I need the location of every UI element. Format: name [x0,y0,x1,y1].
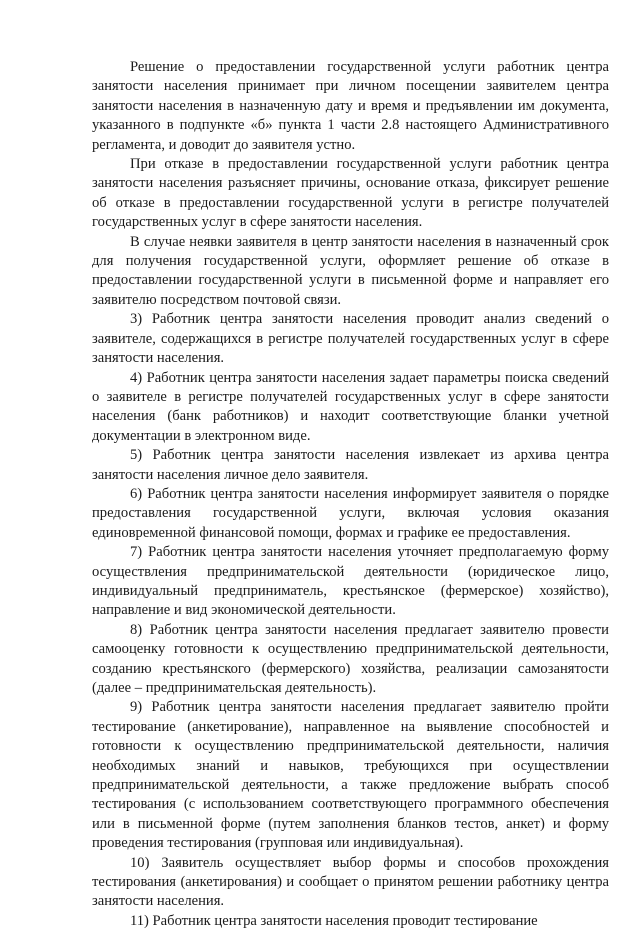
paragraph-item-8: 8) Работник центра занятости населения предлагает заявителю провести самооценку готовности к осуществлению предпринимательской деятельности, созданию крестьянского (фермерского) хозяйства, реализации самозанятости (далее – предпринимательская деятельность). [92,621,609,696]
paragraph-item-9: 9) Работник центра занятости населения предлагает заявителю пройти тестирование (анкетирование), направленное на выявление способностей и готовности к осуществлению предпринимательской деятельности, наличия необходимых знаний и навыков, требующихся при осуществлении предпринимательской деятельности, а также предложение выбрать способ тестирования (с использованием соответствующего программного обеспечения или в письменной форме (путем заполнения бланков тестов, анкет) и форму проведения тестирования (групповая или индивидуальная). [92,699,609,852]
paragraph-item-3: 3) Работник центра занятости населения проводит анализ сведений о заявителе, содержащихся в регистре получателей государственных услуг в сфере занятости населения. [92,311,609,367]
paragraph-item-7: 7) Работник центра занятости населения уточняет предполагаемую форму осуществления предпринимательской деятельности (юридическое лицо, индивидуальный предприниматель, крестьянское (фермерское) хозяйство), направление и вид экономической деятельности. [92,544,609,619]
paragraph-item-4: 4) Работник центра занятости населения задает параметры поиска сведений о заявителе в регистре получателей государственных услуг в сфере занятости населения (банк работников) и находит соответствующие бланки учетной документации в электронном виде. [92,369,609,444]
document-page [92,58,609,931]
paragraph-refusal-reasons: При отказе в предоставлении государственной услуги работник центра занятости населения разъясняет причины, основание отказа, фиксирует решение об отказе в предоставлении государственной услуги в регистре получателей государственных услуг в сфере занятости населения. [92,156,609,231]
paragraph-decision-notice: Решение о предоставлении государственной услуги работник центра занятости населения принимает при личном посещении заявителем центра занятости населения в назначенную дату и время и предъявлении им документа, указанного в подпункте «б» пункта 1 части 2.8 настоящего Административного регламента, и доводит до заявителя устно. [92,59,609,153]
paragraph-item-5: 5) Работник центра занятости населения извлекает из архива центра занятости населения личное дело заявителя. [92,447,609,483]
paragraph-item-10: 10) Заявитель осуществляет выбор формы и способов прохождения тестирования (анкетирования) и сообщает о принятом решении работнику центра занятости населения. [92,854,609,910]
paragraph-item-6: 6) Работник центра занятости населения информирует заявителя о порядке предоставления государственной услуги, включая условия оказания единовременной финансовой помощи, формах и графике ее предоставления. [92,485,609,541]
paragraph-no-show: В случае неявки заявителя в центр занятости населения в назначенный срок для получения государственной услуги, оформляет решение об отказе в предоставлении государственной услуги в письменной форме и направляет его заявителю посредством почтовой связи. [92,233,609,308]
paragraph-item-11: 11) Работник центра занятости населения проводит тестирование [130,912,538,929]
